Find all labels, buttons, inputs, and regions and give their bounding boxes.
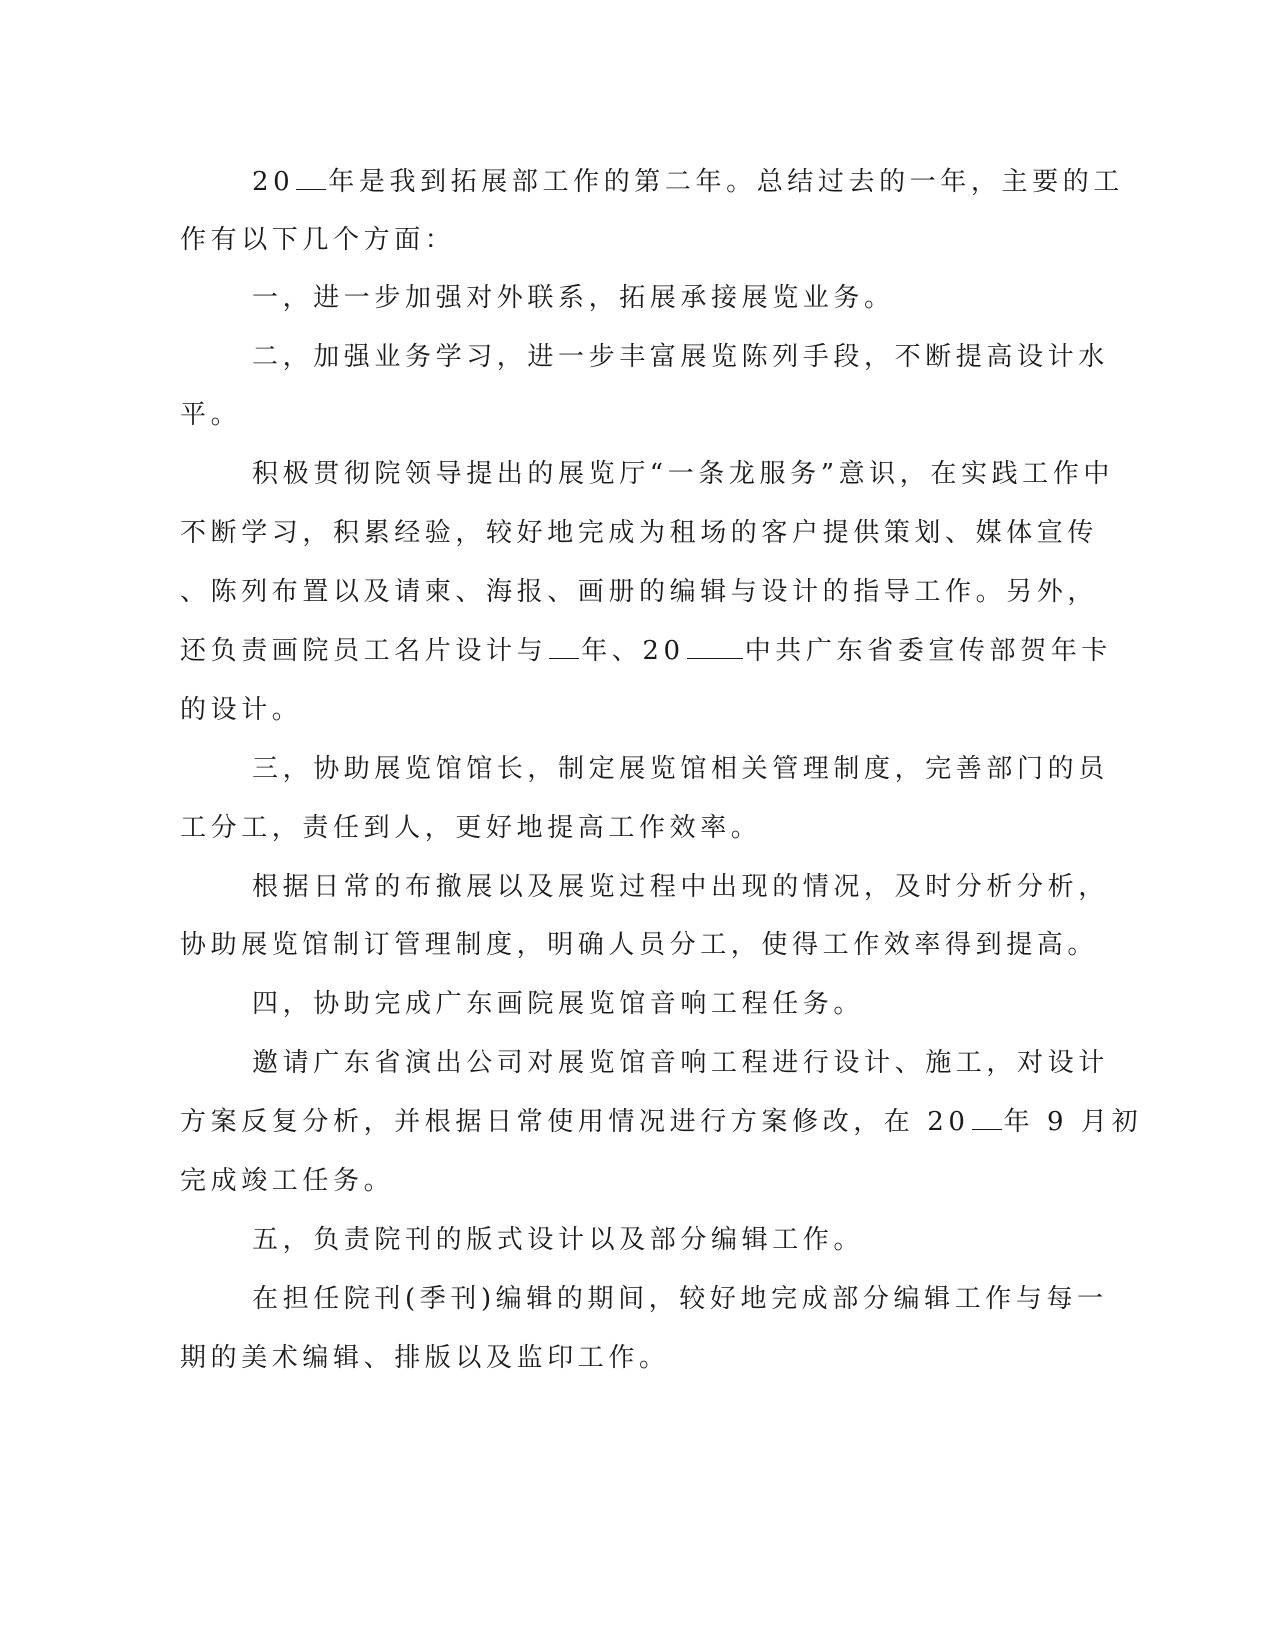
paragraph-line: 五，负责院刊的版式设计以及部分编辑工作。	[252, 1225, 865, 1255]
paragraph-line: 的设计。	[180, 695, 303, 725]
paragraph-line: 根据日常的布撤展以及展览过程中出现的情况，及时分析分析，	[252, 872, 1109, 902]
paragraph-line: 作有以下几个方面：	[180, 225, 456, 255]
fill-blank	[687, 636, 743, 659]
paragraph-line: 二，加强业务学习，进一步丰富展览陈列手段，不断提高设计水	[252, 342, 1109, 372]
paragraph-line: 一，进一步加强对外联系，拓展承接展览业务。	[252, 283, 895, 313]
paragraph-line: 积极贯彻院领导提出的展览厅“一条龙服务”意识，在实践工作中	[252, 459, 1114, 489]
line-text: 中共广东省委宣传部贺年卡	[744, 636, 1112, 666]
line-text: 方案反复分析，并根据日常使用情况进行方案修改，在 20	[180, 1107, 970, 1137]
paragraph-line: 不断学习，积累经验，较好地完成为租场的客户提供策划、媒体宣传	[180, 518, 1099, 548]
paragraph-line: 邀请广东省演出公司对展览馆音响工程进行设计、施工，对设计	[252, 1048, 1109, 1078]
paragraph-line: 工分工，责任到人，更好地提高工作效率。	[180, 813, 762, 843]
line-text: 还负责画院员工名片设计与	[180, 636, 548, 666]
paragraph-line: 协助展览馆制订管理制度，明确人员分工，使得工作效率得到提高。	[180, 930, 1099, 960]
line-text: 年、20	[581, 636, 685, 666]
fill-blank	[296, 167, 326, 190]
fill-blank	[549, 636, 579, 659]
paragraph-line: 在担任院刊(季刊)编辑的期间，较好地完成部分编辑工作与每一	[252, 1284, 1108, 1314]
paragraph-line	[180, 1104, 1142, 1140]
paragraph-line: 完成竣工任务。	[180, 1166, 395, 1196]
paragraph-line: 三，协助展览馆馆长，制定展览馆相关管理制度，完善部门的员	[252, 754, 1109, 784]
line-text: 20	[252, 167, 295, 197]
line-text: 年是我到拓展部工作的第二年。总结过去的一年，主要的工	[328, 167, 1124, 197]
fill-blank	[972, 1107, 1002, 1130]
paragraph-line: 四，协助完成广东画院展览馆音响工程任务。	[252, 989, 865, 1019]
paragraph-line: 、陈列布置以及请柬、海报、画册的编辑与设计的指导工作。另外，	[180, 577, 1099, 607]
line-text: 年 9 月初	[1003, 1107, 1143, 1137]
paragraph-line: 平。	[180, 400, 242, 430]
paragraph-line: 期的美术编辑、排版以及监印工作。	[180, 1343, 670, 1373]
paragraph-line	[252, 164, 1124, 200]
paragraph-line	[180, 633, 1112, 669]
